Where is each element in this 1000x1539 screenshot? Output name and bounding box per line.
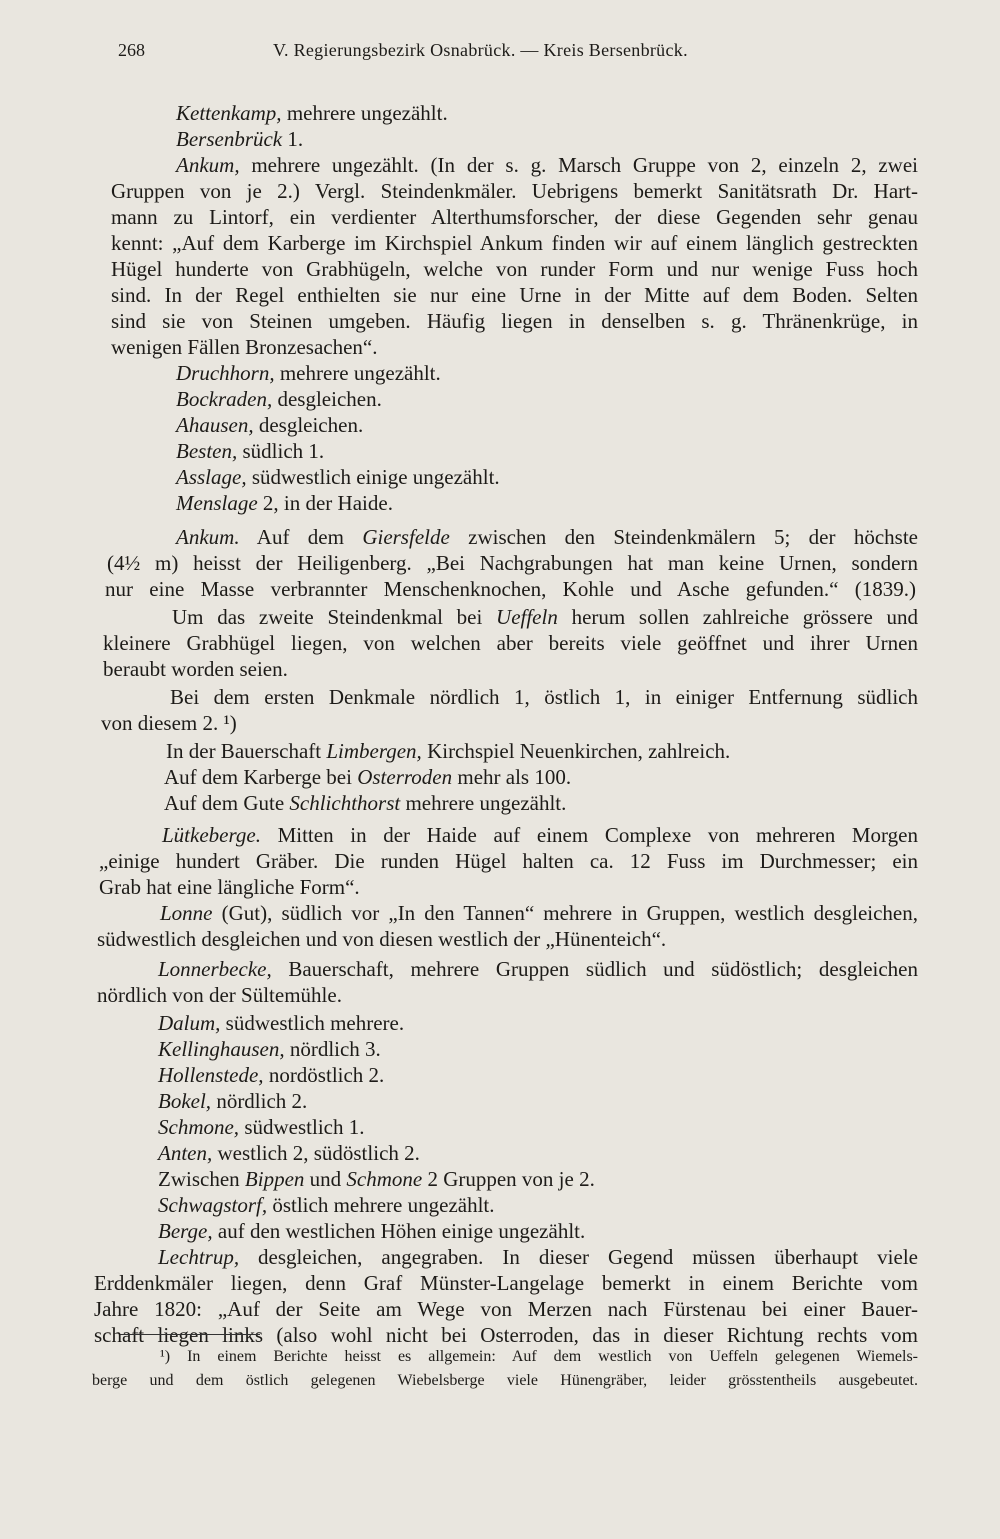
place-name: Ankum, (176, 153, 240, 177)
text-segment: mehrere ungezählt. (274, 361, 441, 385)
place-name: Ahausen, (176, 413, 254, 437)
text-line (176, 152, 918, 178)
text-segment: 2, in der Haide. (257, 491, 393, 515)
text-segment: Erddenkmäler liegen, denn Graf Münster-Langelage bemerkt in einem Berichte vom (94, 1271, 918, 1295)
text-line (158, 1010, 404, 1036)
text-segment: Auf dem Gute (164, 791, 290, 815)
text-line (158, 1088, 307, 1114)
text-line (103, 630, 918, 656)
place-name: Hollenstede, (158, 1063, 264, 1087)
place-name: Dalum, (158, 1011, 221, 1035)
text-line (176, 360, 441, 386)
text-line (111, 282, 918, 308)
text-segment: mehrere ungezählt. (400, 791, 567, 815)
place-name: Anten, (158, 1141, 213, 1165)
text-line (176, 490, 393, 516)
text-line (158, 1062, 384, 1088)
text-line (176, 464, 500, 490)
text-line (170, 684, 918, 710)
text-segment: zwischen den Steindenkmälern 5; der höchste (449, 525, 918, 549)
text-segment: desgleichen. (253, 413, 364, 437)
text-segment: nördlich 2. (211, 1089, 308, 1113)
text-line (160, 900, 918, 926)
footnote-line: berge und dem östlich gelegenen Wiebelsberge viele Hünengräber, leider grösstentheils ausgebeutet. (92, 1372, 918, 1389)
text-segment: 1. (282, 127, 304, 151)
text-segment: Auf dem Karberge bei (164, 765, 358, 789)
text-segment: Auf dem (239, 525, 363, 549)
place-name: Osterroden (357, 765, 453, 789)
place-name: Ankum. (176, 525, 240, 549)
text-line (158, 1218, 585, 1244)
text-segment: wenigen Fällen Bronzesachen“. (111, 335, 378, 359)
text-segment: westlich 2, südöstlich 2. (212, 1141, 420, 1165)
text-line (176, 524, 918, 550)
text-segment: Kirchspiel Neuenkirchen, zahlreich. (421, 739, 731, 763)
text-segment: (Gut), südlich vor „In den Tannen“ mehrere in Gruppen, westlich desgleichen, (212, 901, 918, 925)
text-segment: nördlich 3. (284, 1037, 381, 1061)
text-line (162, 822, 918, 848)
place-name: Asslage, (176, 465, 247, 489)
text-line (94, 1296, 918, 1322)
text-line (176, 386, 382, 412)
text-segment: mehrere ungezählt. (In der s. g. Marsch Gruppe von 2, einzeln 2, zwei (239, 153, 918, 177)
place-name: Lonnerbecke, (158, 957, 272, 981)
text-segment: mehr als 100. (452, 765, 572, 789)
text-line (158, 1036, 381, 1062)
page-number: 268 (118, 40, 145, 60)
text-segment: südwestlich desgleichen und von diesen westlich der „Hünenteich“. (97, 927, 667, 951)
text-segment: Hügel hunderte von Grabhügeln, welche von runder Form und nur wenige Fuss hoch (111, 257, 918, 281)
place-name: Limbergen, (326, 739, 422, 763)
text-segment: desgleichen. (272, 387, 382, 411)
text-line (111, 178, 918, 204)
text-segment: und (304, 1167, 347, 1191)
place-name: Berge, (158, 1219, 213, 1243)
text-line (164, 764, 571, 790)
text-line (94, 1270, 918, 1296)
place-name: Schmone (346, 1167, 423, 1191)
text-segment: beraubt worden seien. (103, 657, 288, 681)
text-line (99, 874, 360, 900)
text-segment: Gruppen von je 2.) Vergl. Steindenkmäler. Uebrigens bemerkt Sanitätsrath Dr. Hart- (111, 179, 918, 203)
text-segment: Zwischen (158, 1167, 245, 1191)
text-segment: Bauerschaft, mehrere Gruppen südlich und südöstlich; desgleichen (271, 957, 918, 981)
place-name: Schlichthorst (289, 791, 401, 815)
text-line (166, 738, 730, 764)
text-segment: südwestlich einige ungezählt. (246, 465, 500, 489)
text-line (158, 1166, 595, 1192)
text-segment: „einige hundert Gräber. Die runden Hügel halten ca. 12 Fuss im Durchmesser; ein (99, 849, 918, 873)
text-line (158, 1244, 918, 1270)
text-line (111, 204, 918, 230)
text-segment: südlich 1. (237, 439, 325, 463)
text-segment: desgleichen, angegraben. In dieser Gegend müssen überhaupt viele (239, 1245, 918, 1269)
text-line (107, 550, 918, 576)
place-name: Giersfelde (362, 525, 450, 549)
text-line (111, 334, 377, 360)
text-line (176, 438, 324, 464)
text-segment: von diesem 2. ¹) (101, 711, 237, 735)
text-line (158, 1192, 495, 1218)
page-header (118, 40, 918, 70)
place-name: Kellinghausen, (158, 1037, 285, 1061)
text-segment: kleinere Grabhügel liegen, von welchen aber bereits viele geöffnet und ihrer Urnen (103, 631, 918, 655)
text-line (164, 790, 566, 816)
text-segment: In der Bauerschaft (166, 739, 327, 763)
text-segment: schaft liegen links (also wohl nicht bei Osterroden, das in dieser Richtung rechts vom (94, 1323, 918, 1347)
text-segment: sind. In der Regel enthielten sie nur eine Urne in der Mitte auf dem Boden. Selten (111, 283, 918, 307)
text-line (176, 412, 363, 438)
text-line (94, 1322, 918, 1348)
text-segment: nordöstlich 2. (263, 1063, 385, 1087)
text-segment: nördlich von der Sültemühle. (97, 983, 342, 1007)
text-segment: Grab hat eine längliche Form“. (99, 875, 360, 899)
place-name: Bokel, (158, 1089, 212, 1113)
text-segment: mehrere ungezählt. (281, 101, 448, 125)
text-segment: nur eine Masse verbrannter Menschenknochen, Kohle und Asche gefunden.“ (1839.) (105, 577, 916, 601)
place-name: Lechtrup, (158, 1245, 240, 1269)
text-segment: südwestlich 1. (239, 1115, 365, 1139)
text-segment: Mitten in der Haide auf einem Complexe von mehreren Morgen (260, 823, 918, 847)
text-segment: herum sollen zahlreiche grössere und (557, 605, 918, 629)
place-name: Menslage (176, 491, 258, 515)
place-name: Druchhorn, (176, 361, 275, 385)
text-segment: mann zu Lintorf, ein verdienter Alterthumsforscher, der diese Gegenden sehr genau (111, 205, 918, 229)
place-name: Kettenkamp, (176, 101, 282, 125)
text-segment: Jahre 1820: „Auf der Seite am Wege von Merzen nach Fürstenau bei einer Bauer- (94, 1297, 918, 1321)
place-name: Bippen (244, 1167, 305, 1191)
text-segment: Bei dem ersten Denkmale nördlich 1, östlich 1, in einiger Entfernung südlich (170, 685, 918, 709)
text-line (111, 308, 918, 334)
place-name: Schmone, (158, 1115, 240, 1139)
place-name: Schwagstorf, (158, 1193, 268, 1217)
text-line (97, 982, 342, 1008)
place-name: Ueffeln (496, 605, 558, 629)
text-line (158, 1114, 364, 1140)
place-name: Bockraden, (176, 387, 273, 411)
text-line (99, 848, 918, 874)
text-line (176, 126, 303, 152)
text-segment: sind sie von Steinen umgeben. Häufig liegen in denselben s. g. Thränenkrüge, in (111, 309, 918, 333)
place-name: Lonne (160, 901, 213, 925)
text-line (105, 576, 916, 602)
text-line (101, 710, 237, 736)
text-line (97, 926, 666, 952)
place-name: Lütkeberge. (162, 823, 261, 847)
text-segment: südwestlich mehrere. (220, 1011, 405, 1035)
text-line (172, 604, 918, 630)
text-segment: Um das zweite Steindenkmal bei (172, 605, 497, 629)
text-line (111, 256, 918, 282)
place-name: Bersenbrück (176, 127, 283, 151)
footnote-rule (120, 1334, 260, 1335)
text-segment: 2 Gruppen von je 2. (422, 1167, 595, 1191)
text-line (176, 100, 448, 126)
text-segment: kennt: „Auf dem Karberge im Kirchspiel Ankum finden wir auf einem länglich gestreckten (111, 231, 918, 255)
text-line (158, 956, 918, 982)
text-segment: östlich mehrere ungezählt. (267, 1193, 495, 1217)
text-segment: (4½ m) heisst der Heiligenberg. „Bei Nachgrabungen hat man keine Urnen, sondern (107, 551, 918, 575)
text-line (111, 230, 918, 256)
text-line (103, 656, 288, 682)
place-name: Besten, (176, 439, 238, 463)
text-line (158, 1140, 420, 1166)
footnote-line: ¹) In einem Berichte heisst es allgemein: Auf dem westlich von Ueffeln gelegenen Wiemels- (160, 1348, 918, 1365)
text-segment: auf den westlichen Höhen einige ungezählt. (212, 1219, 586, 1243)
running-title: V. Regierungsbezirk Osnabrück. — Kreis Bersenbrück. (273, 40, 688, 60)
